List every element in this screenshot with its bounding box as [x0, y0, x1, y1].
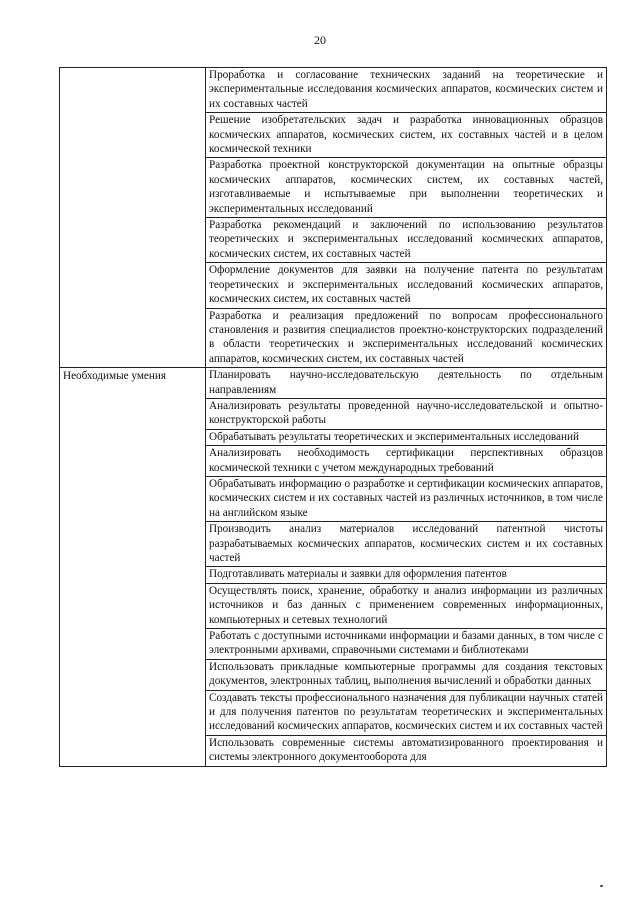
scan-mark	[600, 885, 603, 887]
row-text: Производить анализ материалов исследований патентной чистоты разрабатываемых космических аппаратов, космических систем и их составных частей	[206, 522, 607, 567]
row-text: Разработка и реализация предложений по вопросам профессионального становления и развития специалистов проектно-конструкторских подразделений в области теоретических и экспериментальных исследований космических аппаратов, космических систем, их составных частей	[206, 308, 607, 368]
row-label	[60, 68, 206, 368]
row-text: Планировать научно-исследовательскую деятельность по отдельным направлениям	[206, 368, 607, 399]
row-label-required-skills: Необходимые умения	[60, 368, 206, 767]
row-text: Разработка рекомендаций и заключений по использованию результатов теоретических и экспериментальных исследований космических аппаратов, космических систем, их составных частей	[206, 218, 607, 263]
table-row	[60, 368, 607, 399]
row-text: Обрабатывать результаты теоретических и экспериментальных исследований	[206, 429, 607, 445]
page-number: 20	[314, 33, 326, 47]
row-text: Анализировать необходимость сертификации перспективных образцов космической техники с учетом международных требований	[206, 446, 607, 477]
row-text: Анализировать результаты проведенной научно-исследовательской и опытно-конструкторской работы	[206, 398, 607, 429]
row-text: Проработка и согласование технических заданий на теоретические и экспериментальные исследования космических аппаратов, космических систем и их составных частей	[206, 68, 607, 113]
row-text: Осуществлять поиск, хранение, обработку и анализ информации из различных источников и баз данных с применением современных информационных, компьютерных и сетевых технологий	[206, 583, 607, 628]
table-row	[60, 68, 607, 113]
row-text: Подготавливать материалы и заявки для оформления патентов	[206, 567, 607, 583]
row-text: Обрабатывать информацию о разработке и сертификации космических аппаратов, космических систем и их составных частей из различных источников, в том числе на английском языке	[206, 476, 607, 521]
competency-table	[59, 67, 607, 767]
row-text: Решение изобретательских задач и разработка инновационных образцов космических аппаратов, космических систем, их составных частей и в целом космической техники	[206, 113, 607, 158]
row-text: Использовать прикладные компьютерные программы для создания текстовых документов, электронных таблиц, выполнения вычислений и обработки данных	[206, 659, 607, 690]
row-text: Использовать современные системы автоматизированного проектирования и системы электронного документооборота для	[206, 735, 607, 766]
row-text: Оформление документов для заявки на получение патента по результатам теоретических и экспериментальных исследований космических аппаратов, космических систем, их составных частей	[206, 263, 607, 308]
row-text: Разработка проектной конструкторской документации на опытные образцы космических аппаратов, космических систем, их составных частей, изготавливаемые и испытываемые при выполнении теоретических и экспериментальных исследований	[206, 158, 607, 218]
row-text: Работать с доступными источниками информации и базами данных, в том числе с электронными архивами, справочными системами и библиотеками	[206, 629, 607, 660]
row-text: Создавать тексты профессионального назначения для публикации научных статей и для получения патентов по результатам теоретических и экспериментальных исследований космических аппаратов, космических систем и их составных частей	[206, 690, 607, 735]
